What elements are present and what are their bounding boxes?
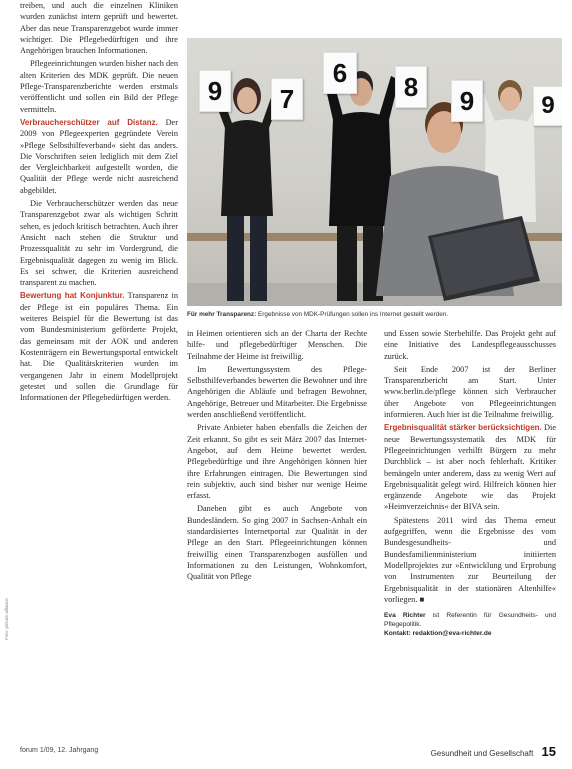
contact-email: redaktion@eva-richter.de <box>412 630 492 638</box>
paragraph: Daneben gibt es auch Angebote von Bundesländern. So ging 2007 in Sachsen-Anhalt ein standardisiertes Internetportal zur Qualität in der Pflege an den Start. Pflegeeinrichtungen können freiwillig einen Transparenzbogen ausfüllen und Informationen zu den Leistungen, Wohnkomfort, Qualität von Pflege <box>187 504 367 582</box>
paragraph-text: Spätestens 2011 wird das Thema erneut aufgegriffen, wenn die Ergebnisse des vom Bundesgesundheits- und Bundesfamilienministerium initiierten Modellprojektes zur »Entwicklung und Erprobung von Instrumenten zur Beurteilung der Ergebnisqualität in der stationären Altenhilfe« vorliegen. <box>384 515 556 604</box>
paragraph: Pflegeeinrichtungen wurden bisher nach den alten Kriterien des MDK geprüft. Die neuen Pflege-Transparenzberichte werden erstmals veröffentlicht und sollen ein Bild der Pflege vermitteln. <box>20 59 178 114</box>
paragraph: treiben, und auch die einzelnen Kliniken wurden zunächst intern geprüft und bewertet. Aber das neue Transparenzgebot wurde immer wichtiger. Die Pflegebedürftigen und ihre Angehörigen brauchen Informationen. <box>20 1 178 56</box>
section-lead: Bewertung hat Konjunktur. <box>20 291 125 301</box>
author-box <box>384 611 556 638</box>
paragraph-text: Die neue Bewertungssystematik des MDK für Pflegeeinrichtungen verhilft Bürgern zu mehr Durchblick – ist aber noch fehlerhaft. Kritiker bemängeln unter anderem, dass zu wenig Wert auf Ergebnisqualität gelegt wird. Hilfreich können hier ergänzende Angebote wie das Projekt »Heimverzeichnis« der BIVA sein. <box>384 423 556 512</box>
article-column-3 <box>384 328 556 638</box>
contact-label: Kontakt: <box>384 630 411 638</box>
footer-issue: forum 1/09, 12. Jahrgang <box>20 747 99 754</box>
section-lead: Verbraucherschützer auf Distanz. <box>20 117 158 127</box>
article-photo <box>187 38 562 306</box>
section-verbraucherschuetzer <box>20 117 178 196</box>
person-man-laptop <box>372 96 547 306</box>
section-lead: Ergebnisqualität stärker berücksichtigen. <box>384 423 542 433</box>
paragraph-text: Der 2009 von Pflegeexperten gegründete Verein »Pflege Selbsthilfeverband« sieht das anders. Die Vorschriften seien lediglich mit dem Ziel der Vergleichbarkeit aufgestellt worden, die Qualität der Pflege werde nicht ausreichend abgebildet. <box>20 117 178 195</box>
end-mark-icon: ■ <box>419 594 425 604</box>
score-card: 8 <box>395 66 427 108</box>
score-card: 9 <box>533 86 562 126</box>
caption-lead: Für mehr Transparenz: <box>187 311 257 318</box>
score-card: 9 <box>451 80 483 122</box>
paragraph: Im Bewertungssystem des Pflege-Selbsthilfeverbandes bewerten die Bewohner und ihre Angehörigen die Abläufe und befragen Bewohner, Angehörige, Betreuer und Mitarbeiter. Die Ergebnisse werden anschließend veröffentlicht. <box>187 364 367 420</box>
section-bewertung <box>20 290 178 403</box>
paragraph-text: Transparenz in der Pflege ist ein populäres Thema. Ein weiteres Beispiel für die Bewertung ist das vom Bundesministerium geförderte Projekt, das gemeinsam mit der AOK und anderen Kostenträgern ein Bewertungsportal entwickelt hat. Die Qualitätskriterien wurden im vergangenen Jahr in einem Modellprojekt getestet und sollen die Grundlage für Informationen der Pflegebedürftigen werden. <box>20 291 178 403</box>
author-name: Eva Richter <box>384 612 426 620</box>
article-column-1 <box>20 0 178 405</box>
score-card: 7 <box>271 78 303 120</box>
paragraph: Die Verbraucherschützer werden das neue Transparenzgebot zwar als wichtigen Schritt sehen, es jedoch kritisch betrachten. Auch ihrer Ansicht nach stehen die Struktur und Prozessqualität zu sehr im Vordergrund, die Ergebnisqualität dagegen zu wenig im Blick. Es sei schwer, die Kriterien ausreichend transparent zu machen. <box>20 199 178 288</box>
footer-section <box>431 744 556 759</box>
paragraph: in Heimen orientieren sich an der Charta der Rechte hilfe- und pflegebedürftiger Menschen. Die Teilnahme der Heime ist freiwillig. <box>187 329 367 361</box>
score-card: 9 <box>199 70 231 112</box>
author-role: ist Referentin für Gesundheits- und Pflegepolitik. <box>384 612 556 629</box>
photo-credit: Foto: picture-alliance <box>4 598 9 640</box>
section-ergebnisqualitaet <box>384 422 556 512</box>
footer-section-title: Gesundheit und Gesellschaft <box>430 749 534 758</box>
caption-text: Ergebnisse von MDK-Prüfungen sollen ins Internet gestellt werden. <box>258 311 449 318</box>
paragraph: und Essen sowie Sterbehilfe. Das Projekt geht auf eine Initiative des Landespflegeausschusses zurück. <box>384 329 556 361</box>
page-number: 15 <box>541 744 556 759</box>
paragraph: Private Anbieter haben ebenfalls die Zeichen der Zeit erkannt. So gibt es seit März 2007 das Internet-Angebot, auf dem Heime bewertet werden. Pflegebedürftige und ihre Angehörigen können hier ihre Erfahrungen eintragen. Die Bewertungen sind rein subjektiv, auch sind bisher nur wenige Heime erfasst. <box>187 423 367 501</box>
photo-caption <box>187 311 562 318</box>
article-column-2 <box>187 328 367 585</box>
score-card: 6 <box>323 52 357 94</box>
paragraph <box>384 515 556 605</box>
paragraph: Seit Ende 2007 ist der Berliner Transparenzbericht am Start. Unter www.berlin.de/pflege können sich Verbraucher über Angebote von Pflegeeinrichtungen informieren. Auch hier ist die Teilnahme freiwillig. <box>384 364 556 420</box>
